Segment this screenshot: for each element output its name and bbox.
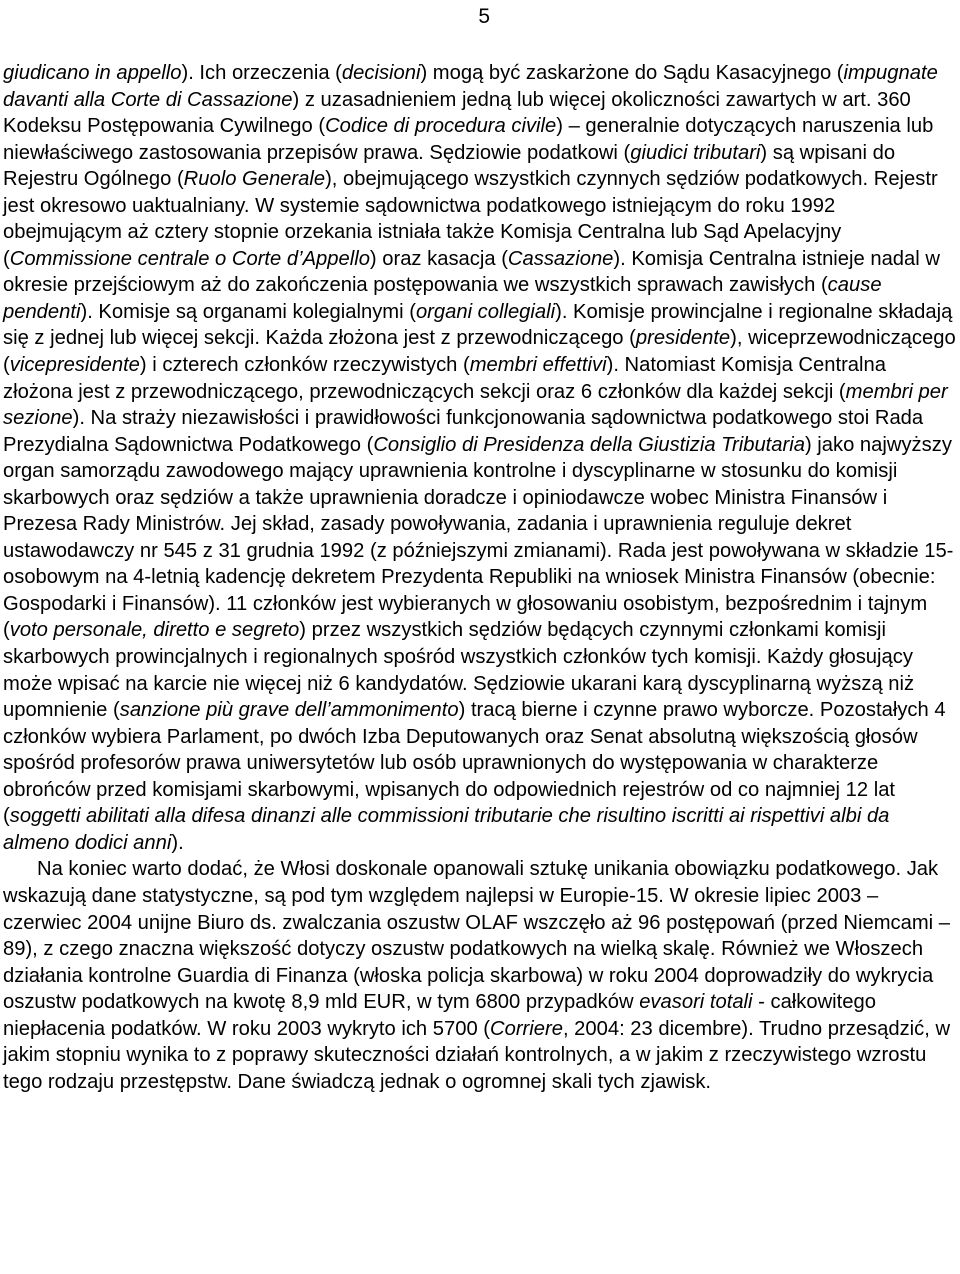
text-run: ) tracą bierne i czynne prawo wyborcze. Pozostałych 4 członków wybiera Parlament, po dwóch Izba Deputowanych oraz Senat absolutną większością głosów spośród profesorów prawa uniwersytetów lub osób uprawnionych do występowania w charakterze obrońców przed komisjami skarbowymi, wpisanych do odpowiednich rejestrów od co najmniej 12 lat (: [3, 699, 946, 828]
italic-text: giudici tributari: [630, 141, 761, 164]
document-body: [3, 60, 957, 1095]
text-run: ) – generalnie dotyczących naruszenia lub niewłaściwego zastosowania przepisów prawa. Sędziowie podatkowi (: [3, 115, 934, 164]
text-run: ), wiceprzewodniczącego (: [3, 327, 956, 377]
text-run: , 2004: 23 dicembre). Trudno przesądzić, w jakim stopniu wynika to z poprawy skuteczności działań kontrolnych, a w jakim z rzeczywistego wzrostu tego rodzaju przestępstw. Dane świadczą jednak o ogromnej skali tych zjawisk.: [3, 1017, 951, 1093]
italic-text: Consiglio di Presidenza della Giustizia Tributaria: [373, 433, 805, 456]
italic-text: membri effettivi: [469, 354, 607, 377]
text-run: ). Komisja Centralna istnieje nadal w okresie przejściowym aż do zakończenia postępowania we wszystkich sprawach zawisłych (: [3, 247, 940, 297]
italic-text: Commissione centrale o Corte d’Appello: [9, 247, 370, 270]
page-number: 5: [478, 5, 490, 28]
paragraph: [3, 856, 957, 1095]
text-run: ). Komisje prowincjalne i regionalne składają się z jednej lub więcej sekcji. Każda złożona jest z przewodniczącego (: [3, 300, 953, 350]
italic-text: cause pendenti: [3, 274, 882, 323]
italic-text: Ruolo Generale: [183, 168, 326, 191]
text-run: ) z uzasadnieniem jedną lub więcej okoliczności zawartych w art. 360 Kodeksu Postępowania Cywilnego (: [3, 88, 911, 138]
italic-text: evasori totali: [639, 991, 753, 1014]
text-run: ) i czterech członków rzeczywistych (: [139, 354, 470, 377]
italic-text: soggetti abilitati alla difesa dinanzi alle commissioni tributarie che risultino iscritti ai rispettivi albi da almeno dodici anni: [3, 805, 890, 854]
italic-text: giudicano in appello: [3, 62, 182, 84]
text-run: ). Komisje są organami kolegialnymi (: [80, 300, 416, 323]
italic-text: organi collegiali: [415, 300, 556, 323]
text-run: ).: [171, 831, 184, 854]
text-run: ) są wpisani do Rejestru Ogólnego (: [3, 141, 896, 191]
text-run: ), obejmującego wszystkich czynnych sędziów podatkowych. Rejestr jest okresowo uaktualniany. W systemie sądownictwa podatkowego istniejącym do roku 1992 obejmującym aż cztery stopnie orzekania istniała także Komisja Centralna lub Sąd Apelacyjny (: [3, 168, 938, 270]
text-run: ) oraz kasacja (: [369, 247, 508, 270]
italic-text: sanzione più grave dell’ammonimento: [119, 699, 459, 722]
text-run: - całkowitego niepłacenia podatków. W roku 2003 wykryto ich 5700 (: [3, 991, 876, 1040]
italic-text: Corriere: [490, 1017, 563, 1040]
text-run: ) przez wszystkich sędziów będących czynnymi członkami komisji skarbowych prowincjalnych i regionalnych spośród wszystkich członków tych komisji. Każdy głosujący może wpisać na karcie nie więcej niż 6 kandydatów. Sędziowie ukarani karą dyscyplinarną wyższą niż upomnienie (: [3, 619, 915, 722]
text-run: ). Na straży niezawisłości i prawidłowości funkcjonowania sądownictwa podatkowego stoi Rada Prezydialna Sądownictwa Podatkowego (: [3, 407, 924, 456]
text-run: Na koniec warto dodać, że Włosi doskonale opanowali sztukę unikania obowiązku podatkowego. Jak wskazują dane statystyczne, są pod tym względem najlepsi w Europie-15. W okresie lipiec 2003 – czerwiec 2004 unijne Biuro ds. zwalczania oszustw OLAF wszczęło aż 96 postępowań (przed Niemcami – 89), z czego znaczna większość dotyczy oszustw podatkowych na wielką skalę. Również we Włoszech działania kontrolne Guardia di Finanza (włoska policja skarbowa) w roku 2004 doprowadziły do wykrycia oszustw podatkowych na kwotę 8,9 mld EUR, w tym 6800 przypadków: [3, 858, 950, 1014]
italic-text: membri per sezione: [3, 380, 948, 430]
italic-text: presidente: [635, 327, 731, 350]
text-run: ) mogą być zaskarżone do Sądu Kasacyjnego (: [420, 62, 844, 84]
paragraph: [3, 60, 957, 856]
text-run: ). Ich orzeczenia (: [181, 62, 342, 84]
italic-text: voto personale, diretto e segreto: [9, 619, 300, 642]
italic-text: impugnate davanti alla Corte di Cassazione: [3, 62, 938, 111]
italic-text: vicepresidente: [9, 354, 140, 377]
text-run: ). Natomiast Komisja Centralna złożona jest z przewodniczącego, przewodniczących sekcji oraz 6 członków dla każdej sekcji (: [3, 354, 886, 403]
italic-text: Cassazione: [507, 247, 614, 270]
italic-text: decisioni: [341, 62, 421, 84]
text-run: ) jako najwyższy organ samorządu zawodowego mający uprawnienia kontrolne i dyscyplinarne w stosunku do komisji skarbowych oraz sędziów a także uprawnienia doradcze i opiniodawcze wobec Ministra Finansów i Prezesa Rady Ministrów. Jej skład, zasady powoływania, zadania i uprawnienia reguluje dekret ustawodawczy nr 545 z 31 grudnia 1992 (z późniejszymi zmianami). Rada jest powoływana w składzie 15-osobowym na 4-letnią kadencję dekretem Prezydenta Republiki na wniosek Ministra Finansów (obecnie: Gospodarki i Finansów). 11 członków jest wybieranych w głosowaniu osobistym, bezpośrednim i tajnym (: [3, 433, 954, 642]
italic-text: Codice di procedura civile: [325, 115, 557, 138]
